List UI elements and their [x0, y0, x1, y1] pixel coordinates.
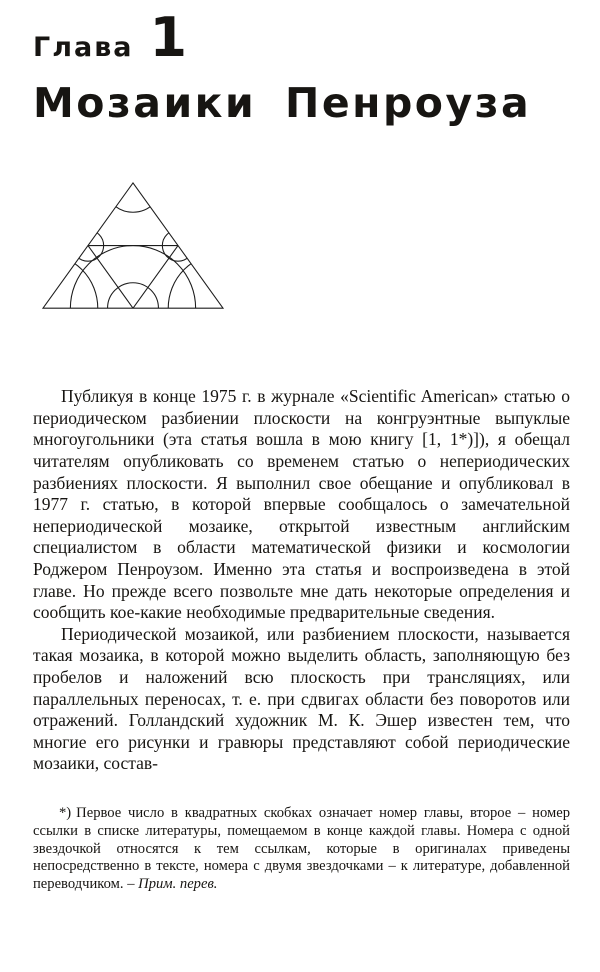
penrose-triangle-tiling-figure	[35, 179, 231, 316]
paragraph-2: Периодической мозаикой, или разбиением плоскости, называется такая мозаика, в которой можно выделить область, заполняющую без пробелов и наложений всю плоскость при трансляциях, или параллельных переносах, т. е. при сдвигах области без поворотов или отражений. Голландский художник М. К. Эшер известен тем, что многие его рисунки и гравюры представляют собой периодические мозаики, состав-	[33, 623, 570, 774]
chapter-label: Глава	[33, 32, 134, 63]
chapter-number: 1	[149, 6, 188, 69]
bottom-mid-small-arc	[108, 283, 159, 316]
bottom-mid-dome	[70, 246, 195, 316]
footnote-attribution: Прим. перев.	[138, 876, 218, 893]
chapter-heading	[33, 6, 570, 69]
footnote	[33, 805, 570, 894]
body-text	[33, 386, 570, 775]
footnote-text: Первое число в квадратных скобках означает номер главы, второе – номер ссылки в списке литературы, помещаемом в конце каждой главы. Номера с одной звездочкой относятся к тем ссылкам, которые в оригиналах приведены непосредственно в тексте, номера с двумя звездочками – к литературе, добавленной переводчиком. –	[33, 804, 570, 893]
paragraph-1: Публикуя в конце 1975 г. в журнале «Scientific American» статью о периодическом разбиении плоскости на конгруэнтные выпуклые многоугольники (эта статья вошла в мою книгу [1, 1*)]), я обещал читателям опубликовать со временем статью о непериодических разбиениях плоскости. Я выполнил свое обещание и опубликовал в 1977 г. статью, в которой впервые сообщалось о замечательной непериодической мозаике, открытой известным английским специалистом в области математической физики и космологии Роджером Пенроузом. Именно эта статья и воспроизведена в этой главе. Но прежде всего позвольте мне дать некоторые определения и сообщить кое-какие необходимые предварительные сведения.	[33, 386, 570, 623]
midlines	[88, 246, 178, 309]
apex-arc	[104, 179, 163, 212]
figure-block	[35, 179, 235, 316]
footnote-marker: *)	[59, 804, 72, 821]
page-title: Мозаики Пенроуза	[33, 79, 532, 128]
